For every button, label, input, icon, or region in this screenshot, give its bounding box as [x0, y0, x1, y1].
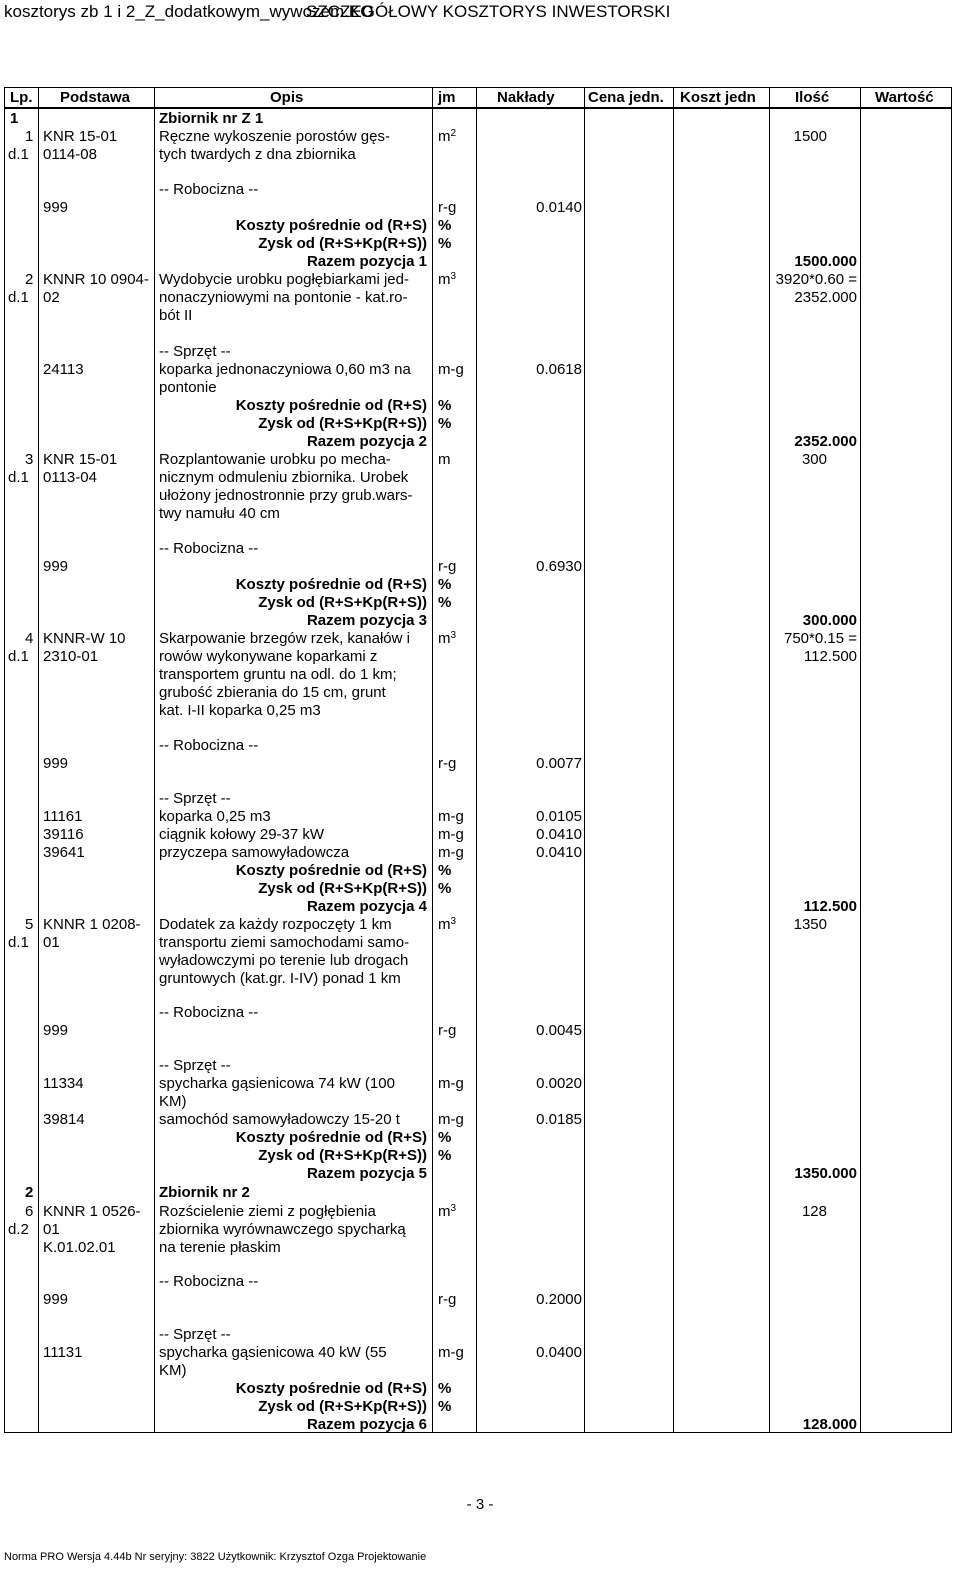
col-header-naklady: Nakłady: [497, 89, 555, 106]
percent-sign: %: [438, 576, 452, 593]
equipment-value: 0.0185: [536, 1111, 582, 1128]
position-description: nicznym odmuleniu zbiornika. Urobek: [159, 469, 409, 486]
percent-sign: %: [438, 235, 452, 252]
percent-sign: %: [438, 415, 452, 432]
indirect-costs-label: Koszty pośrednie od (R+S): [235, 1380, 427, 1397]
percent-sign: %: [438, 1398, 452, 1415]
position-description: Ręczne wykoszenie porostów gęs-: [159, 128, 390, 145]
position-description: tych twardych z dna zbiornika: [159, 146, 356, 163]
position-lp-sub: d.1: [8, 289, 29, 306]
position-description: zbiornika wyrównawczego spycharką: [159, 1221, 406, 1238]
equipment-description: KM): [159, 1093, 187, 1110]
equipment-value: 0.0410: [536, 844, 582, 861]
col-sep-ilosc: [860, 87, 861, 1433]
position-unit: $m^3$: [438, 630, 457, 647]
position-description: grubość zbierania do 15 cm, grunt: [159, 684, 386, 701]
position-lp: 4: [25, 630, 34, 647]
position-lp-sub: d.1: [8, 934, 29, 951]
labor-value: 0.0045: [536, 1022, 582, 1039]
equipment-unit: m-g: [438, 826, 464, 843]
col-header-lp: Lp.: [10, 89, 33, 106]
position-description: nonaczyniowymi na pontonie - kat.ro-: [159, 289, 408, 306]
labor-unit: r-g: [438, 199, 457, 216]
col-sep-jm: [476, 87, 477, 1433]
indirect-costs-label: Koszty pośrednie od (R+S): [235, 217, 427, 234]
position-description: na terenie płaskim: [159, 1239, 281, 1256]
position-description: bót II: [159, 307, 193, 324]
section-title: Zbiornik nr Z 1: [159, 110, 264, 127]
position-quantity: 128: [801, 1203, 827, 1220]
position-total-label: Razem pozycja 6: [306, 1416, 427, 1433]
profit-label: Zysk od (R+S+Kp(R+S)): [258, 880, 427, 897]
position-total-label: Razem pozycja 1: [306, 253, 427, 270]
position-description: kat. I-II koparka 0,25 m3: [159, 702, 321, 719]
position-description: Wydobycie urobku pogłębiarkami jed-: [159, 271, 409, 288]
position-basis: KNR 15-01: [43, 451, 118, 468]
labor-code: 999: [43, 1291, 69, 1308]
position-basis: 0113-04: [43, 469, 97, 486]
percent-sign: %: [438, 397, 452, 414]
equipment-description: spycharka gąsienicowa 40 kW (55: [159, 1344, 387, 1361]
position-basis: KNNR 1 0208-: [43, 916, 141, 933]
position-basis: 01: [43, 1221, 60, 1238]
percent-sign: %: [438, 1147, 452, 1164]
col-sep-lp: [38, 87, 39, 1433]
equipment-value: 0.0400: [536, 1344, 582, 1361]
col-header-koszt: Koszt jedn: [680, 89, 756, 106]
position-quantity: 2352.000: [794, 289, 857, 306]
position-total-value: 128.000: [802, 1416, 857, 1433]
section-number: 2: [25, 1184, 34, 1201]
position-total-label: Razem pozycja 2: [306, 433, 427, 450]
position-unit: m: [438, 451, 451, 468]
col-header-podstawa: Podstawa: [60, 89, 131, 106]
equipment-description: KM): [159, 1362, 187, 1379]
indirect-costs-label: Koszty pośrednie od (R+S): [235, 576, 427, 593]
header-bottom-border: [4, 107, 952, 109]
equipment-code: 24113: [43, 361, 84, 378]
profit-label: Zysk od (R+S+Kp(R+S)): [258, 1147, 427, 1164]
percent-sign: %: [438, 1380, 452, 1397]
percent-sign: %: [438, 594, 452, 611]
position-total-value: 1500.000: [794, 253, 857, 270]
position-quantity: 1500: [793, 128, 827, 145]
equipment-description: samochód samowyładowczy 15-20 t: [159, 1111, 400, 1128]
labor-code: 999: [43, 755, 69, 772]
position-quantity: 112.500: [803, 648, 857, 665]
file-title: kosztorys zb 1 i 2_Z_dodatkowym_wywozem.KO: [4, 2, 374, 21]
footer-software-info: Norma PRO Wersja 4.44b Nr seryjny: 3822 Użytkownik: Krzysztof Ozga Projektowanie: [4, 1551, 427, 1563]
col-header-wartosc: Wartość: [875, 89, 934, 106]
percent-sign: %: [438, 862, 452, 879]
position-basis: 2310-01: [43, 648, 99, 665]
position-quantity: 3920*0.60 =: [775, 271, 857, 288]
col-sep-cena: [673, 87, 674, 1433]
percent-sign: %: [438, 880, 452, 897]
equipment-value: 0.0410: [536, 826, 582, 843]
labor-unit: r-g: [438, 1291, 457, 1308]
labor-label: -- Robocizna --: [159, 1273, 259, 1290]
equipment-value: 0.0020: [536, 1075, 582, 1092]
position-lp-sub: d.2: [8, 1221, 29, 1238]
position-total-value: 1350.000: [794, 1165, 857, 1182]
equipment-unit: m-g: [438, 1111, 464, 1128]
equipment-code: 39116: [43, 826, 84, 843]
position-total-value: 2352.000: [794, 433, 857, 450]
position-description: Skarpowanie brzegów rzek, kanałów i: [159, 630, 410, 647]
equipment-code: 39641: [43, 844, 85, 861]
equipment-code: 11161: [43, 808, 83, 825]
labor-unit: r-g: [438, 558, 457, 575]
col-header-ilosc: Ilość: [795, 89, 830, 106]
position-quantity: 1350: [793, 916, 827, 933]
position-basis: 02: [43, 289, 60, 306]
equipment-description: przyczepa samowyładowcza: [159, 844, 350, 861]
profit-label: Zysk od (R+S+Kp(R+S)): [258, 235, 427, 252]
position-total-value: 112.500: [803, 898, 857, 915]
equipment-description: koparka jednonaczyniowa 0,60 m3 na: [159, 361, 411, 378]
position-basis: KNR 15-01: [43, 128, 118, 145]
indirect-costs-label: Koszty pośrednie od (R+S): [235, 1129, 427, 1146]
equipment-code: 11334: [43, 1075, 84, 1092]
position-description: Rozplantowanie urobku po mecha-: [159, 451, 391, 468]
position-basis: KNNR-W 10: [43, 630, 126, 647]
position-description: wyładowczymi po terenie lub drogach: [159, 952, 409, 969]
percent-sign: %: [438, 217, 452, 234]
position-lp: 6: [25, 1203, 34, 1220]
equipment-code: 11131: [43, 1344, 83, 1361]
indirect-costs-label: Koszty pośrednie od (R+S): [235, 397, 427, 414]
equipment-description: koparka 0,25 m3: [159, 808, 271, 825]
labor-label: -- Robocizna --: [159, 1004, 259, 1021]
labor-value: 0.0077: [536, 755, 582, 772]
position-lp-sub: d.1: [8, 469, 29, 486]
profit-label: Zysk od (R+S+Kp(R+S)): [258, 415, 427, 432]
labor-code: 999: [43, 558, 69, 575]
col-sep-opis: [432, 87, 433, 1433]
position-total-value: 300.000: [802, 612, 857, 629]
indirect-costs-label: Koszty pośrednie od (R+S): [235, 862, 427, 879]
profit-label: Zysk od (R+S+Kp(R+S)): [258, 1398, 427, 1415]
equipment-unit: m-g: [438, 808, 464, 825]
equipment-unit: m-g: [438, 1075, 464, 1092]
equipment-code: 39814: [43, 1111, 85, 1128]
position-quantity: 300: [801, 451, 827, 468]
document-title: SZCZEGÓŁOWY KOSZTORYS INWESTORSKI: [306, 2, 671, 21]
position-lp: 2: [25, 271, 34, 288]
equipment-label: -- Sprzęt --: [159, 790, 231, 807]
section-number: 1: [10, 110, 19, 127]
position-total-label: Razem pozycja 4: [306, 898, 427, 915]
position-description: transportu ziemi samochodami samo-: [159, 934, 410, 951]
position-unit: $m^3$: [438, 271, 457, 288]
table-top-border: [4, 87, 952, 88]
position-lp: 3: [25, 451, 34, 468]
profit-label: Zysk od (R+S+Kp(R+S)): [258, 594, 427, 611]
equipment-description: spycharka gąsienicowa 74 kW (100: [159, 1075, 395, 1092]
equipment-unit: m-g: [438, 1344, 464, 1361]
col-header-opis: Opis: [270, 89, 304, 106]
position-lp: 1: [25, 128, 34, 145]
col-header-cena: Cena jedn.: [588, 89, 664, 106]
equipment-description: ciągnik kołowy 29-37 kW: [159, 826, 325, 843]
section-title: Zbiornik nr 2: [159, 1184, 250, 1201]
position-description: Rozścielenie ziemi z pogłębienia: [159, 1203, 376, 1220]
position-total-label: Razem pozycja 3: [306, 612, 427, 629]
labor-unit: r-g: [438, 1022, 457, 1039]
equipment-value: 0.0618: [536, 361, 582, 378]
position-description: transportem gruntu na odl. do 1 km;: [159, 666, 397, 683]
percent-sign: %: [438, 1129, 452, 1146]
labor-value: 0.0140: [536, 199, 582, 216]
labor-unit: r-g: [438, 755, 457, 772]
position-unit: $m^3$: [438, 916, 457, 933]
position-unit: $m^2$: [438, 128, 457, 145]
position-basis: KNNR 1 0526-: [43, 1203, 141, 1220]
equipment-value: 0.0105: [536, 808, 582, 825]
labor-label: -- Robocizna --: [159, 181, 259, 198]
table-left-border: [4, 87, 5, 1433]
col-header-jm: jm: [438, 89, 456, 106]
position-description: twy namułu 40 cm: [159, 505, 280, 522]
equipment-label: -- Sprzęt --: [159, 1057, 231, 1074]
position-description: Dodatek za każdy rozpoczęty 1 km: [159, 916, 392, 933]
page-number: - 3 -: [466, 1496, 494, 1513]
position-lp: 5: [25, 916, 34, 933]
position-lp-sub: d.1: [8, 648, 29, 665]
labor-label: -- Robocizna --: [159, 737, 259, 754]
position-quantity: 750*0.15 =: [784, 630, 857, 647]
position-unit: $m^3$: [438, 1203, 457, 1220]
position-basis: K.01.02.01: [43, 1239, 116, 1256]
equipment-unit: m-g: [438, 361, 464, 378]
labor-value: 0.2000: [536, 1291, 582, 1308]
position-description: rowów wykonywane koparkami z: [159, 648, 378, 665]
position-basis: KNNR 10 0904-: [43, 271, 149, 288]
col-sep-podstawa: [154, 87, 155, 1433]
equipment-unit: m-g: [438, 844, 464, 861]
position-total-label: Razem pozycja 5: [306, 1165, 427, 1182]
position-description: ułożony jednostronnie przy grub.wars-: [159, 487, 413, 504]
labor-code: 999: [43, 1022, 69, 1039]
col-sep-naklady: [584, 87, 585, 1433]
table-right-border: [951, 87, 952, 1433]
position-lp-sub: d.1: [8, 146, 29, 163]
position-basis: 01: [43, 934, 60, 951]
labor-label: -- Robocizna --: [159, 540, 259, 557]
position-basis: 0114-08: [43, 146, 97, 163]
labor-code: 999: [43, 199, 69, 216]
equipment-label: -- Sprzęt --: [159, 343, 231, 360]
equipment-label: -- Sprzęt --: [159, 1326, 231, 1343]
position-description: gruntowych (kat.gr. I-IV) ponad 1 km: [159, 970, 401, 987]
labor-value: 0.6930: [536, 558, 582, 575]
equipment-description: pontonie: [159, 379, 217, 396]
